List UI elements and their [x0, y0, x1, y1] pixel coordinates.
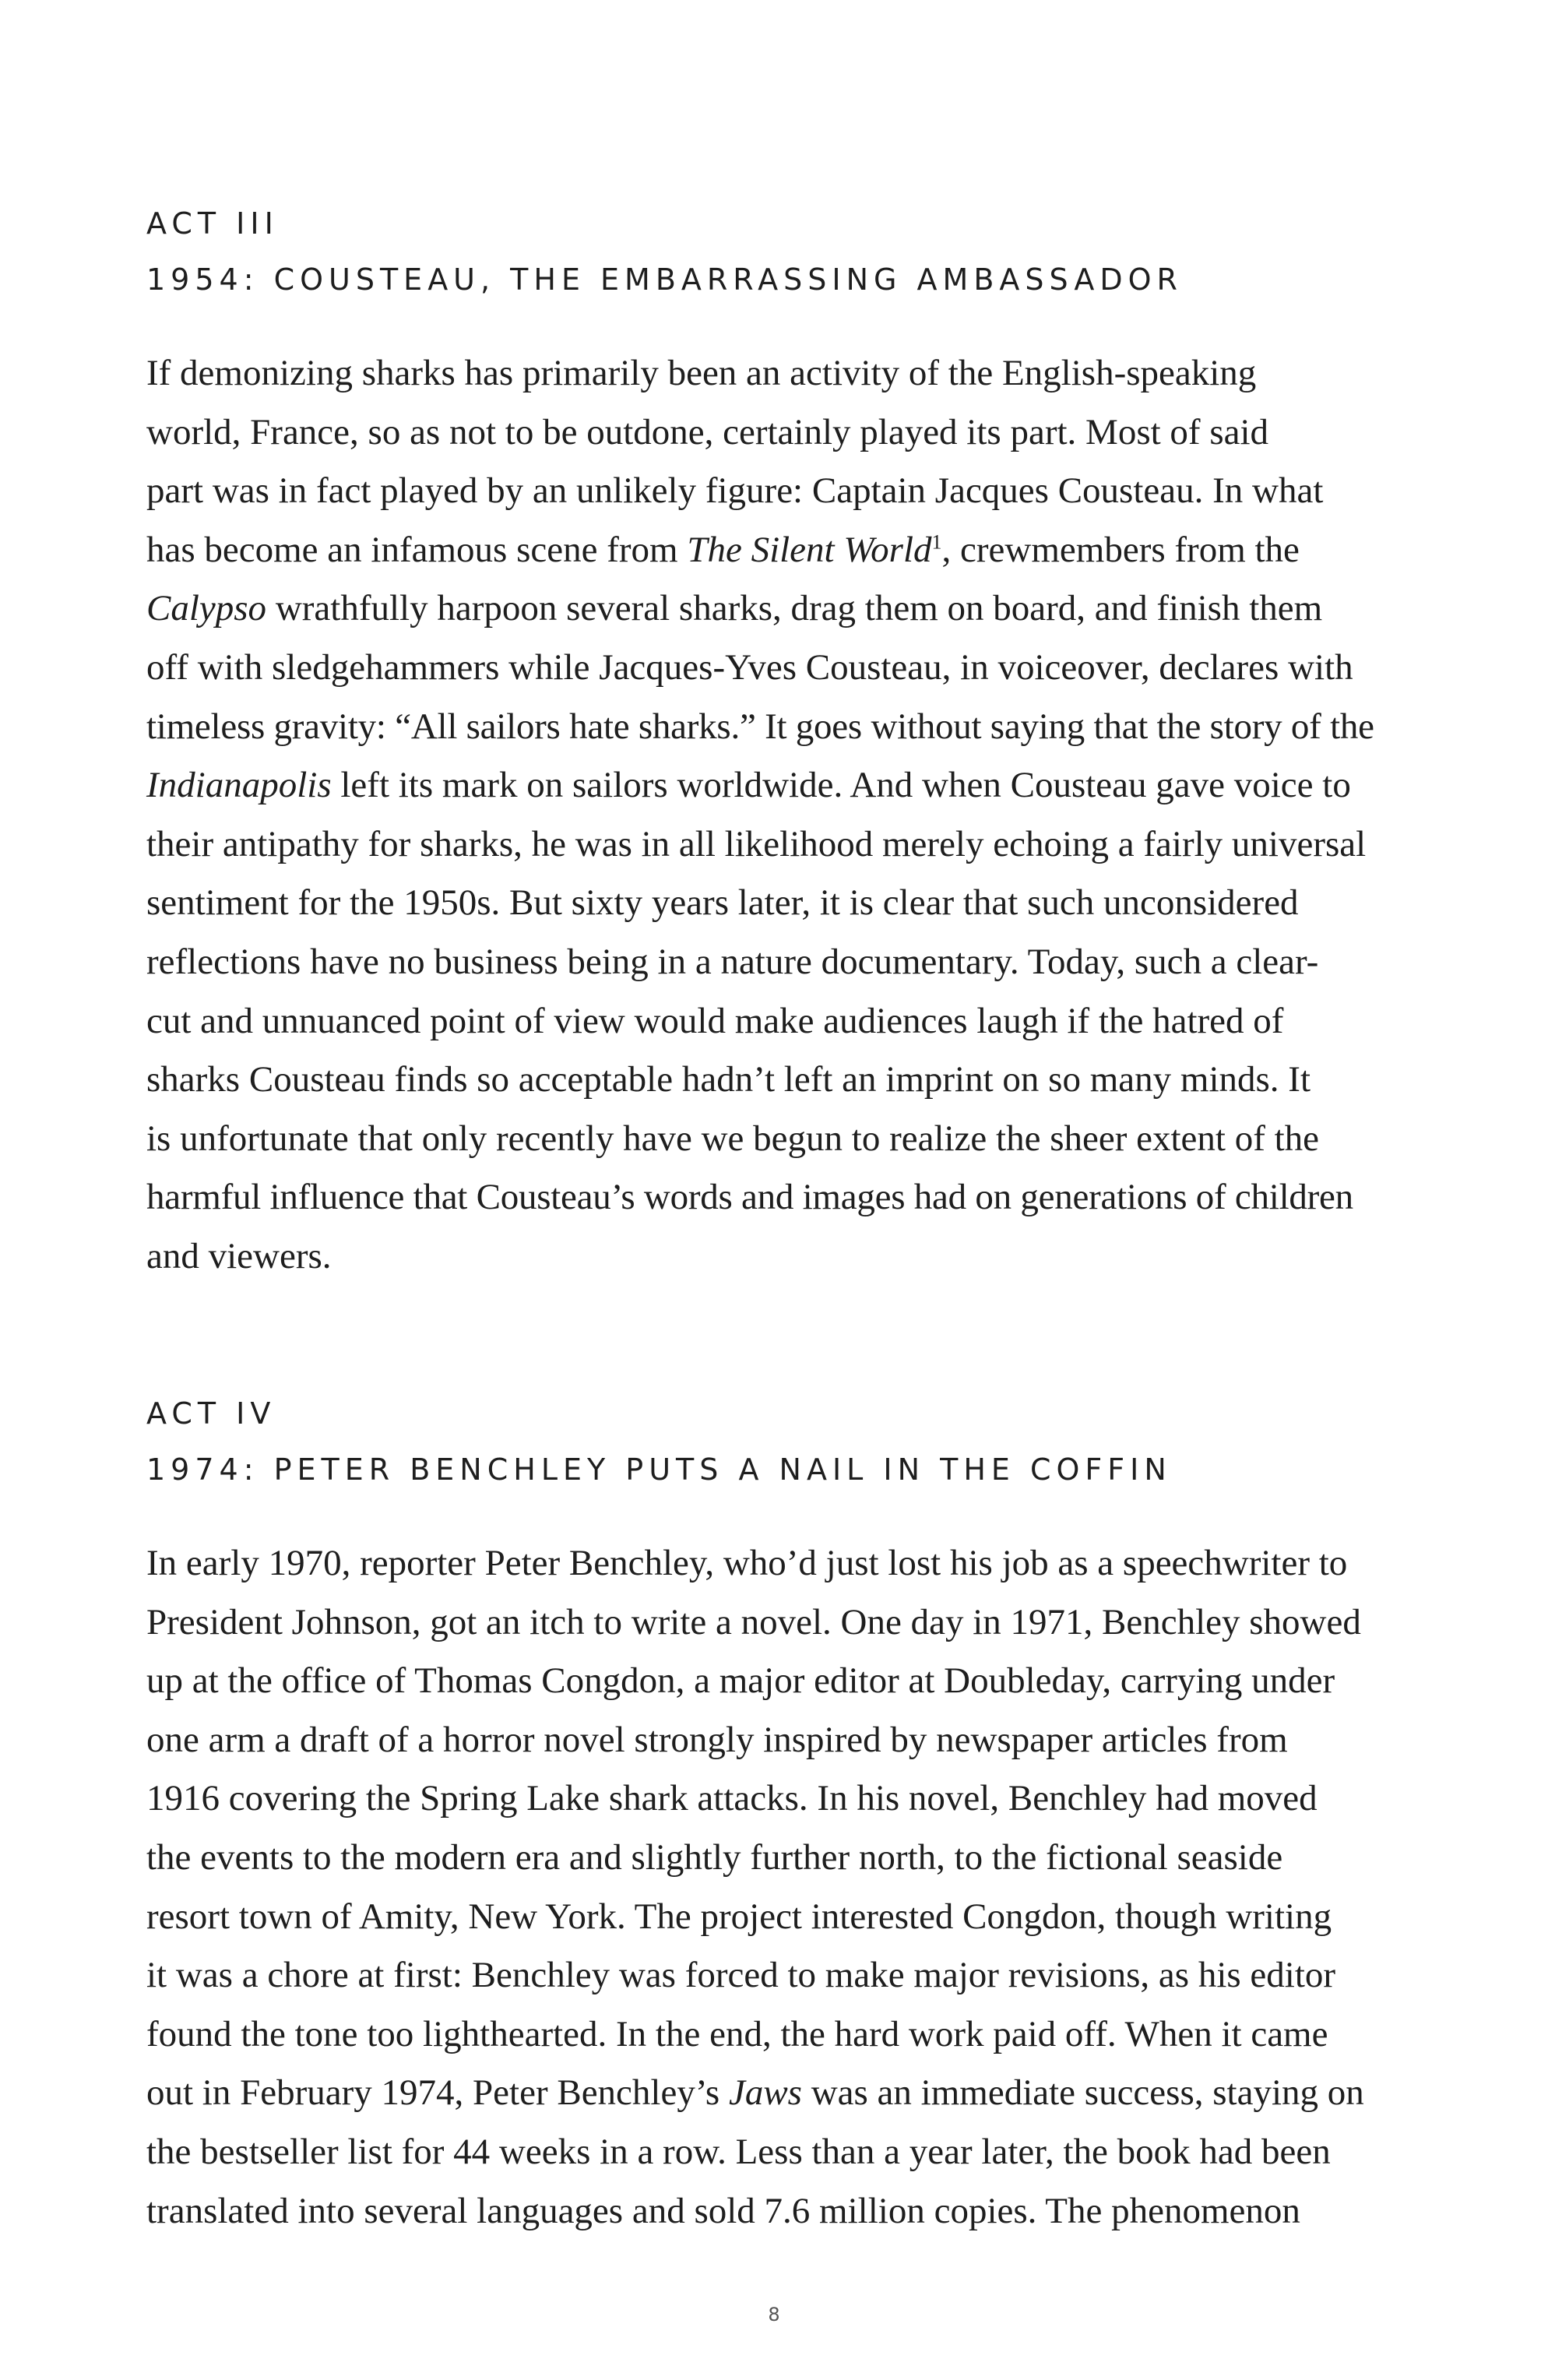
paragraph-line: In early 1970, reporter Peter Benchley, who’d just lost his job as a speechwriter to — [146, 1543, 1348, 1583]
paragraph-line: out in February 1974, Peter Benchley’s Jaws was an immediate success, staying on — [146, 2072, 1364, 2114]
page-number: 8 — [768, 2304, 780, 2325]
paragraph-line: and viewers. — [146, 1235, 332, 1276]
paragraph-line: found the tone too lighthearted. In the end, the hard work paid off. When it came — [146, 2013, 1328, 2054]
paragraph-line: cut and unnuanced point of view would make audiences laugh if the hatred of — [146, 1000, 1284, 1041]
paragraph-line: sharks Cousteau finds so acceptable hadn’t left an imprint on so many minds. It — [146, 1059, 1311, 1100]
act-iii-section — [146, 204, 1408, 1287]
footnote-marker: 1 — [931, 530, 942, 554]
paragraph-line: the bestseller list for 44 weeks in a row. Less than a year later, the book had been — [146, 2131, 1331, 2172]
paragraph-line: If demonizing sharks has primarily been an activity of the English-speaking — [146, 353, 1257, 393]
paragraph-line: sentiment for the 1950s. But sixty years later, it is clear that such unconsidered — [146, 882, 1299, 924]
act-title: 1974: PETER BENCHLEY PUTS A NAIL IN THE COFFIN — [146, 1452, 1172, 1487]
paragraph-line: one arm a draft of a horror novel strongly inspired by newspaper articles from — [146, 1719, 1288, 1760]
paragraph-line: off with sledgehammers while Jacques-Yves Cousteau, in voiceover, declares with — [146, 646, 1353, 688]
paragraph-line: harmful influence that Cousteau’s words and images had on generations of children — [146, 1177, 1353, 1218]
act-label: ACT IV — [146, 1396, 276, 1431]
act-label: ACT III — [146, 206, 279, 241]
paragraph-line: the events to the modern era and slightly further north, to the fictional seaside — [146, 1836, 1283, 1878]
paragraph-line: world, France, so as not to be outdone, certainly played its part. Most of said — [146, 411, 1269, 452]
paragraph-line: translated into several languages and sold 7.6 million copies. The phenomenon — [146, 2190, 1300, 2231]
act-title: 1954: COUSTEAU, THE EMBARRASSING AMBASSADOR — [146, 262, 1183, 297]
ship-name: Indianapolis — [146, 765, 332, 806]
paragraph-line: their antipathy for sharks, he was in all likelihood merely echoing a fairly universal — [146, 823, 1367, 864]
paragraph-line: timeless gravity: “All sailors hate sharks.” It goes without saying that the story of the — [146, 706, 1374, 747]
paragraph-line: 1916 covering the Spring Lake shark attacks. In his novel, Benchley had moved — [146, 1778, 1318, 1819]
film-title: The Silent World — [687, 529, 932, 570]
paragraph-line: Indianapolis left its mark on sailors worldwide. And when Cousteau gave voice to — [146, 765, 1351, 806]
paragraph-line: President Johnson, got an itch to write a novel. One day in 1971, Benchley showed — [146, 1601, 1361, 1642]
paragraph-line: has become an infamous scene from The Silent World$^1$, crewmembers from the — [146, 529, 1300, 570]
paragraph-line: reflections have no business being in a nature documentary. Today, such a clear- — [146, 941, 1319, 982]
paragraph-line: it was a chore at first: Benchley was forced to make major revisions, as his editor — [146, 1955, 1336, 1996]
ship-name: Calypso — [146, 588, 267, 629]
paragraph-line: up at the office of Thomas Congdon, a major editor at Doubleday, carrying under — [146, 1660, 1335, 1702]
act-iv-section — [146, 1394, 1408, 2241]
paragraph-line: part was in fact played by an unlikely figure: Captain Jacques Cousteau. In what — [146, 470, 1324, 512]
book-title: Jaws — [728, 2072, 802, 2114]
paragraph-line: Calypso wrathfully harpoon several sharks, drag them on board, and finish them — [146, 588, 1323, 629]
paragraph-line: resort town of Amity, New York. The project interested Congdon, though writing — [146, 1896, 1332, 1937]
act-iii-paragraph — [146, 344, 1408, 1287]
paragraph-line: is unfortunate that only recently have we begun to realize the sheer extent of the — [146, 1118, 1320, 1159]
act-iv-paragraph — [146, 1534, 1408, 2241]
